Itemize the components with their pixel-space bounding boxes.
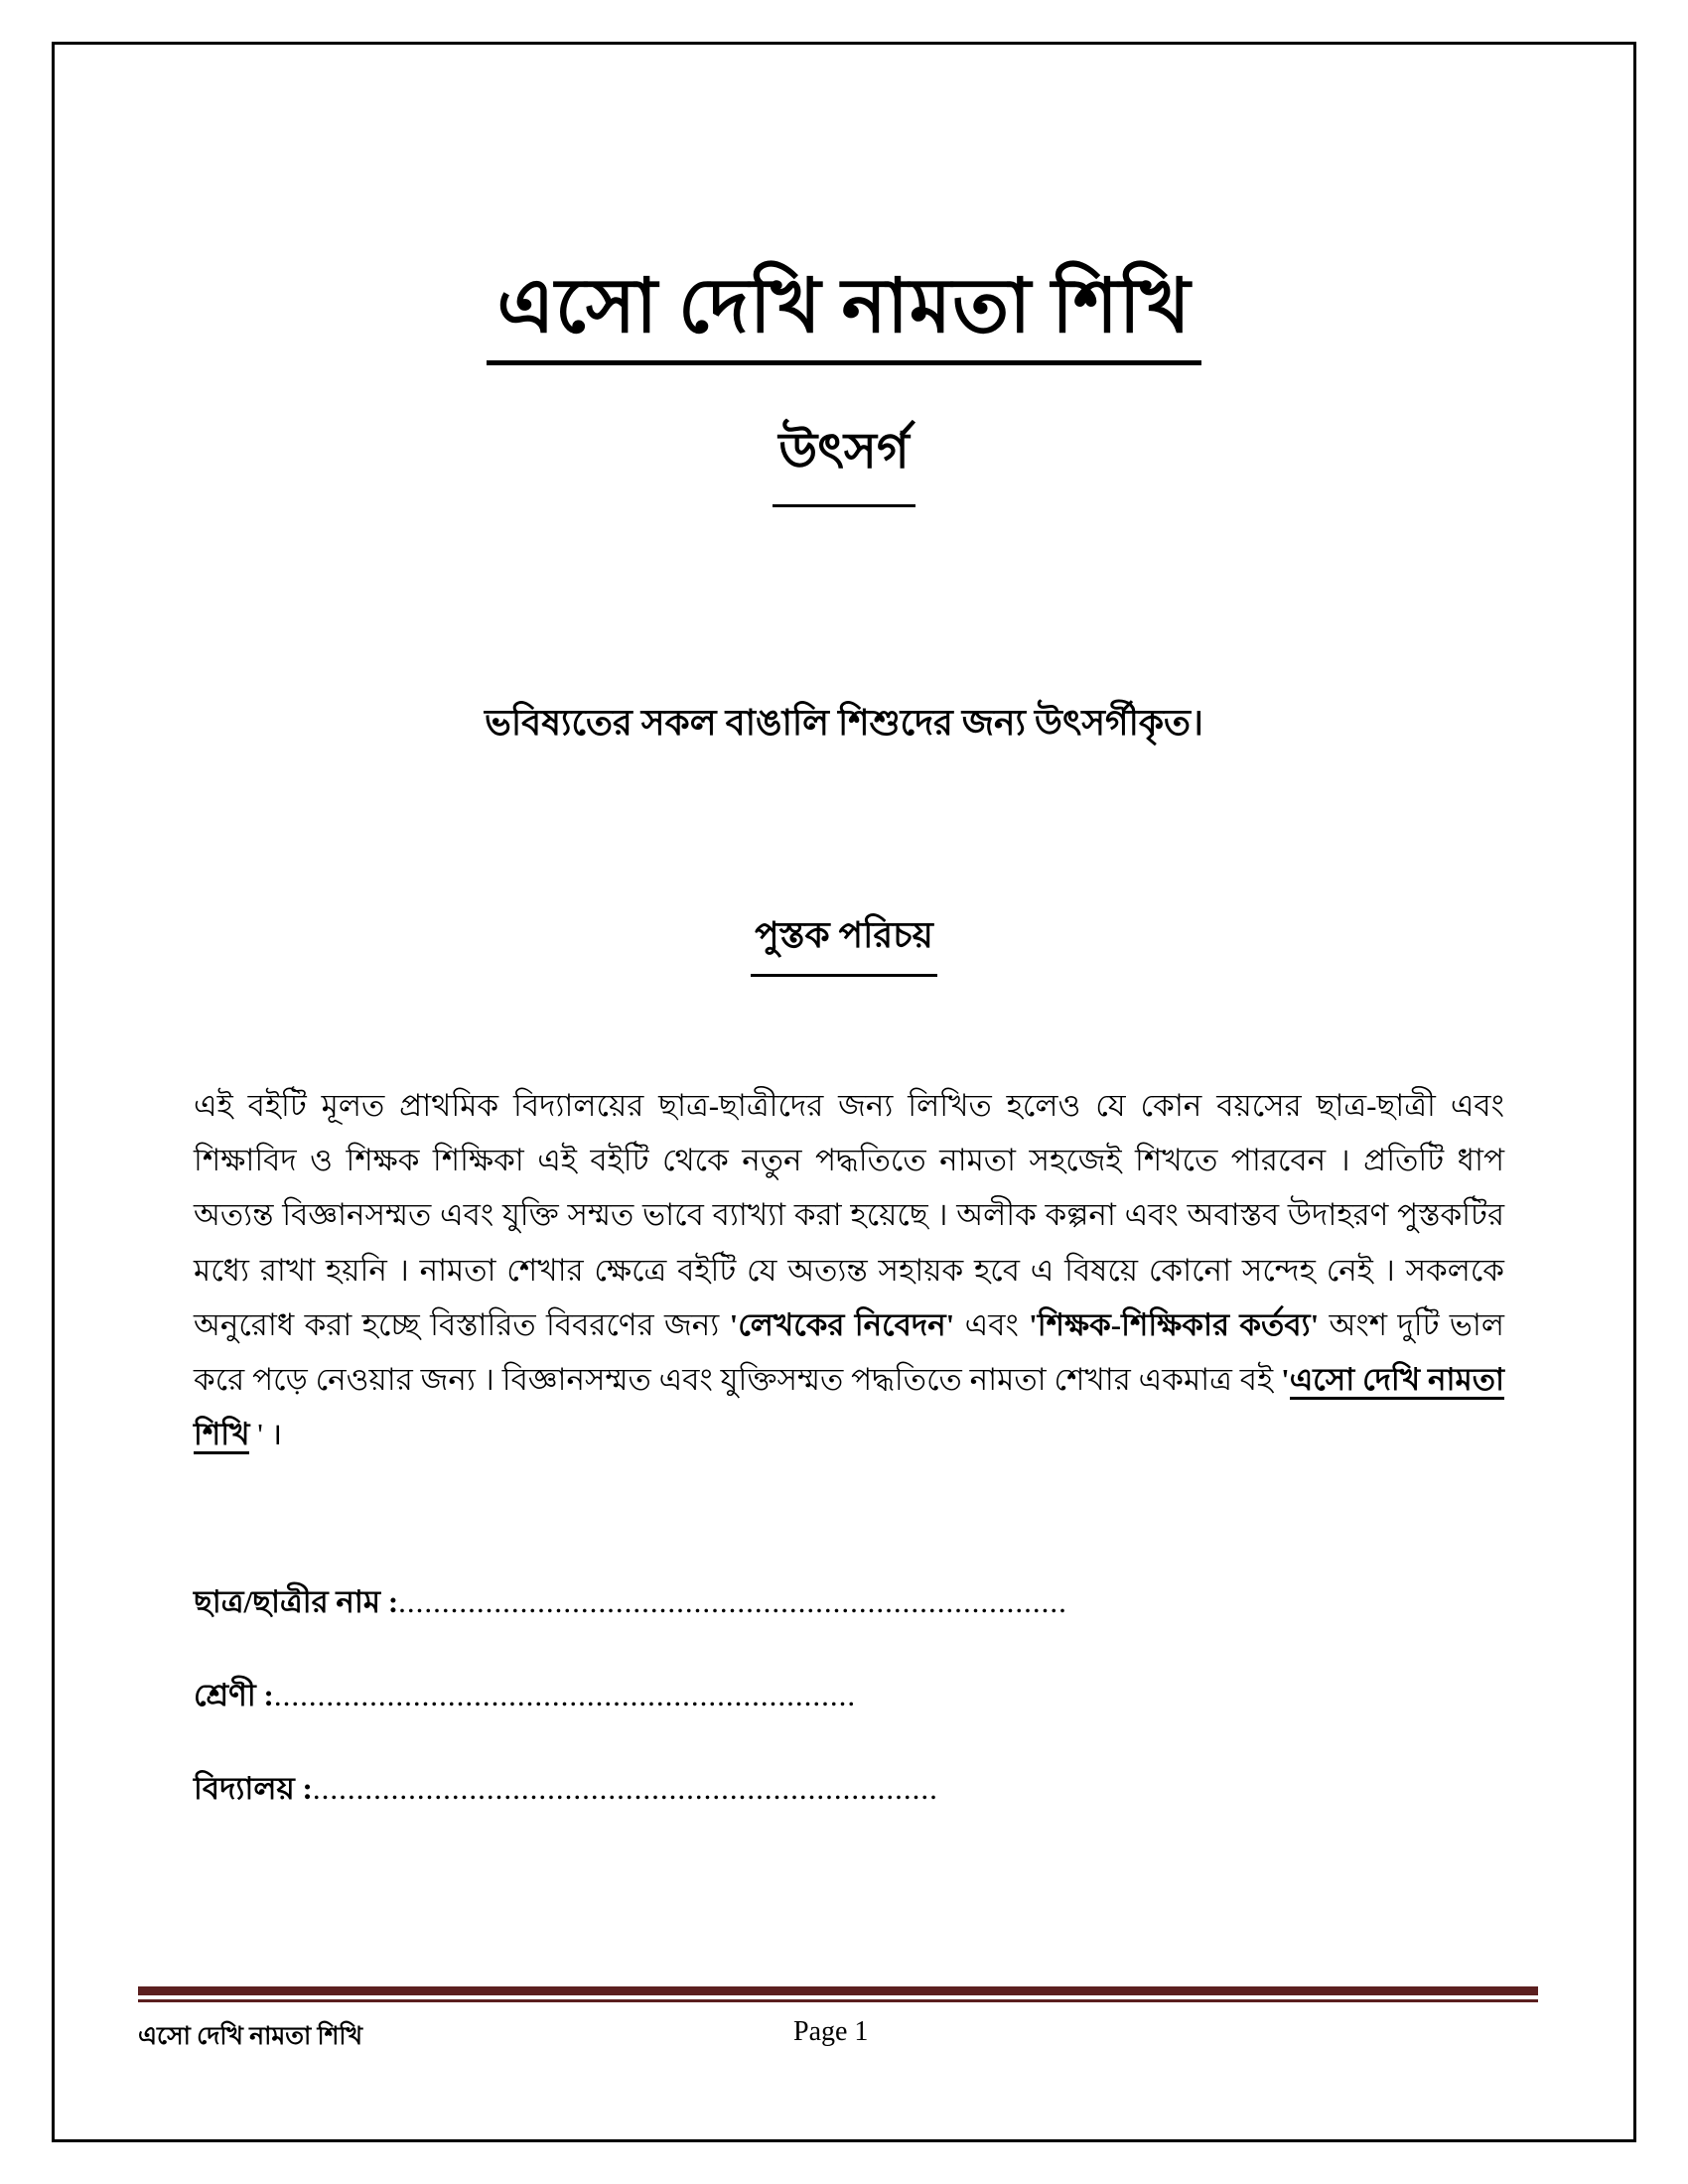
- paragraph-part-3: অংশ দুটি ভাল করে পড়ে নেওয়ার জন্য । বিজ্ঞানসম্মত এবং যুক্তিসম্মত পদ্ধতিতে নামতা শেখার একমাত্র বই: [194, 1306, 1504, 1397]
- page-footer: [138, 1986, 1538, 2062]
- dedication-text: ভবিষ্যতের সকল বাঙালি শিশুদের জন্য উৎসর্গীকৃত।: [485, 703, 1203, 743]
- footer-page-number: Page 1: [793, 2016, 869, 2047]
- page-title: [55, 264, 1633, 365]
- field-school-label: বিদ্যালয় :: [194, 1771, 313, 1806]
- field-school[interactable]: [194, 1765, 1504, 1817]
- field-class-label: শ্রেণী :: [194, 1678, 274, 1712]
- paragraph-emphasis-1: 'লেখকের নিবেদন': [729, 1306, 955, 1342]
- field-school-dots: ........................................................................: [312, 1771, 938, 1806]
- page-title-text: এসো দেখি নামতা শিখি: [487, 264, 1200, 365]
- student-info-fields: [194, 1578, 1504, 1858]
- footer-rule-thin: [138, 1999, 1538, 2002]
- field-student-name-dots: .............................................................................: [398, 1584, 1067, 1619]
- paragraph-part-2: এবং: [954, 1306, 1030, 1342]
- intro-paragraph: [194, 1078, 1504, 1461]
- dedication-heading: [55, 414, 1633, 507]
- footer-book-title: এসো দেখি নামতা শিখি: [138, 2023, 362, 2050]
- paragraph-book-title: এসো দেখি নামতা শিখি: [194, 1362, 1504, 1454]
- page-content: [55, 45, 1633, 2139]
- field-class[interactable]: [194, 1672, 1504, 1723]
- field-student-name-label: ছাত্র/ছাত্রীর নাম :: [194, 1584, 399, 1619]
- page-frame: [52, 42, 1636, 2142]
- paragraph-quote-open: ': [1281, 1361, 1290, 1397]
- field-student-name[interactable]: [194, 1578, 1504, 1630]
- field-class-dots: ...................................................................: [273, 1678, 857, 1712]
- intro-heading: [55, 908, 1633, 977]
- intro-heading-text: পুস্তক পরিচয়: [751, 908, 937, 977]
- paragraph-emphasis-2: 'শিক্ষক-শিক্ষিকার কর্তব্য': [1029, 1306, 1320, 1342]
- paragraph-part-1: এই বইটি মূলত প্রাথমিক বিদ্যালয়ের ছাত্র-ছাত্রীদের জন্য লিখিত হলেও যে কোন বয়সের ছাত্র-ছাত্রী এবং শিক্ষাবিদ ও শিক্ষক শিক্ষিকা এই বইটি থেকে নতুন পদ্ধতিতে নামতা সহজেই শিখতে পারবেন । প্রতিটি ধাপ অত্যন্ত বিজ্ঞানসম্মত এবং যুক্তি সম্মত ভাবে ব্যাখ্যা করা হয়েছে । অলীক কল্পনা এবং অবাস্তব উদাহরণ পুস্তকটির মধ্যে রাখা হয়নি । নামতা শেখার ক্ষেত্রে বইটি যে অত্যন্ত সহায়ক হবে এ বিষয়ে কোনো সন্দেহ নেই । সকলকে অনুরোধ করা হচ্ছে বিস্তারিত বিবরণের জন্য: [194, 1088, 1504, 1342]
- footer-row: [138, 2016, 1538, 2062]
- dedication-heading-text: উৎসর্গ: [773, 414, 914, 507]
- footer-rule-thick: [138, 1986, 1538, 1995]
- paragraph-part-4: ' ।: [249, 1417, 283, 1452]
